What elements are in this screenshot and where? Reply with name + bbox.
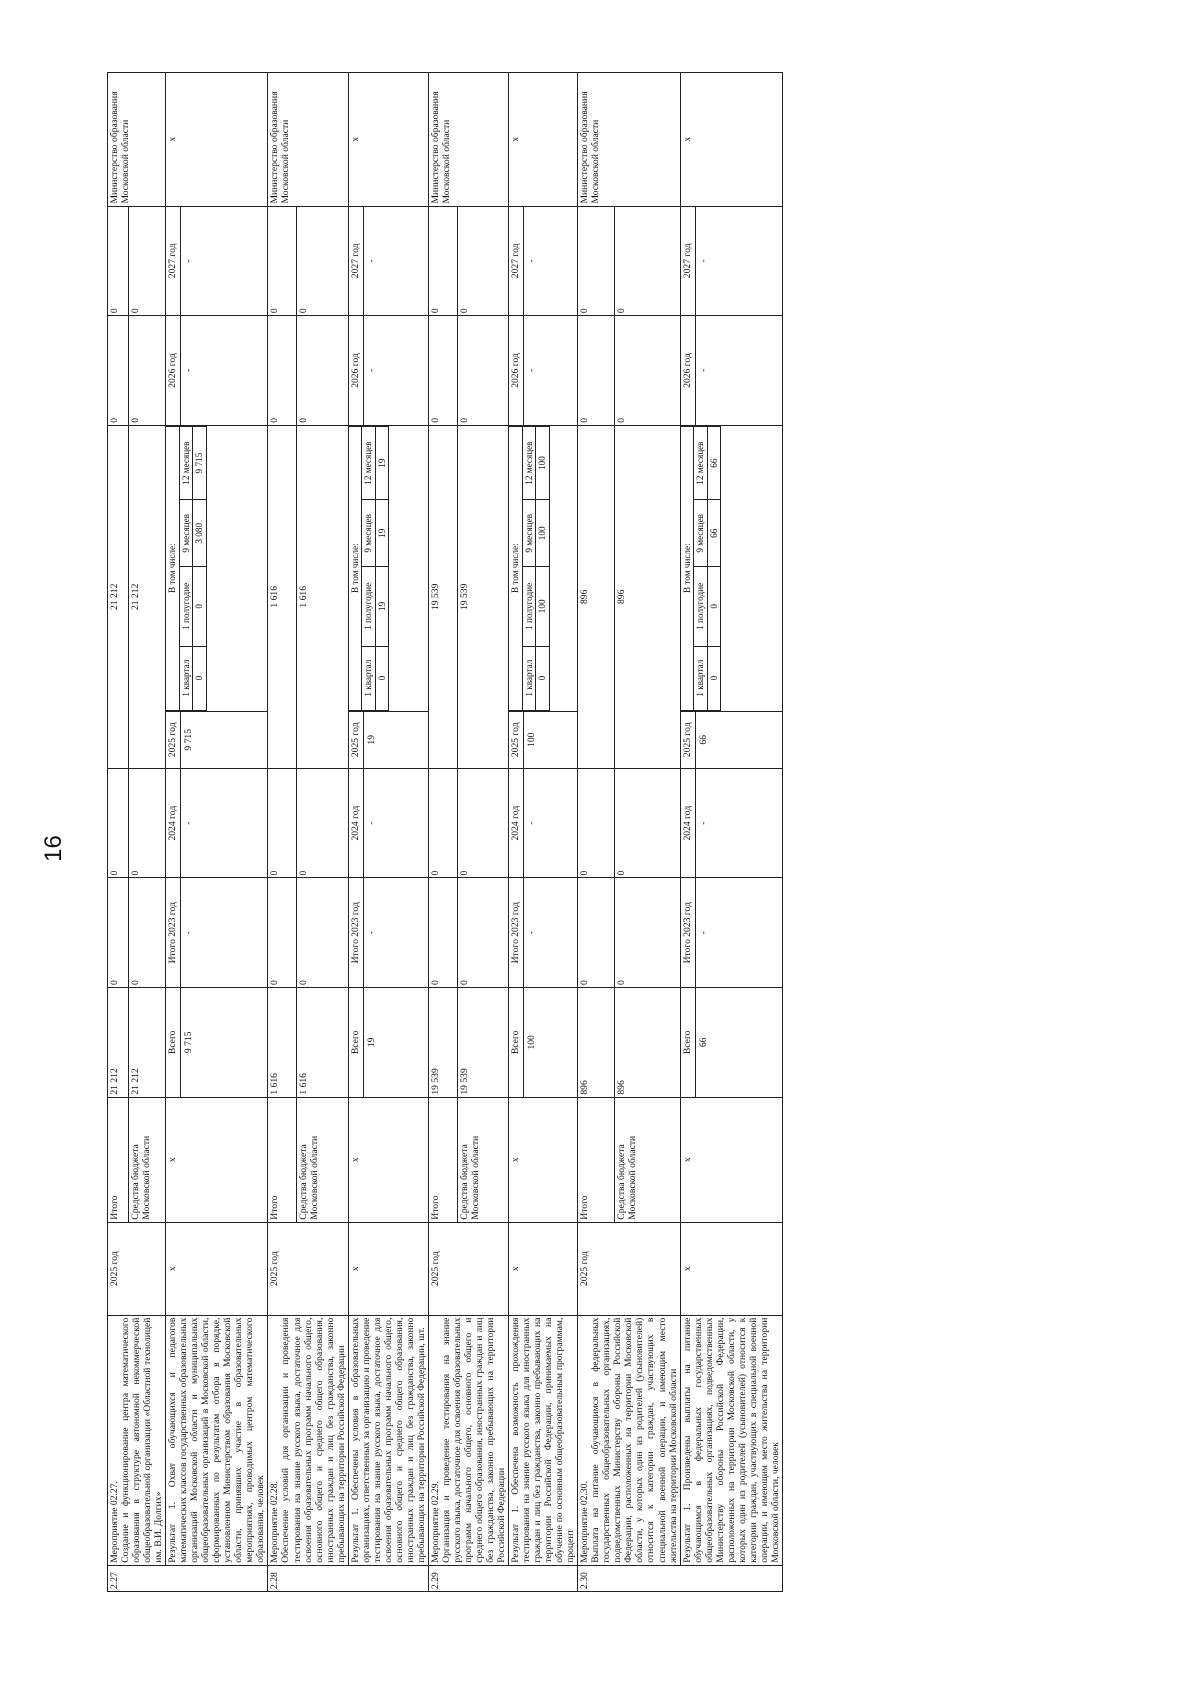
result-2025: 100 <box>523 712 537 768</box>
result-2027-cell <box>166 206 268 316</box>
activity-title: Мероприятие 02.27. <box>109 1481 120 1563</box>
result-2025: 66 <box>695 712 709 768</box>
result-2025-cell <box>166 711 268 768</box>
result-2024-cell <box>509 768 578 878</box>
value-2023: 0 <box>128 878 165 988</box>
row-number: 2.30 <box>578 1565 783 1591</box>
result-2026-cell <box>348 316 428 426</box>
value-2026: 0 <box>578 316 615 426</box>
header-2024: 2024 год <box>349 805 361 841</box>
value-12m: 9 715 <box>193 426 207 500</box>
result-source: х <box>166 1097 268 1222</box>
activity-description: Обеспечение условий для организации и проведения тестирования на знание русского языка, достаточное для освоения образовательных программ начального общего, основного общего и среднего общего образования, иностранных граждан и лиц без гражданства, законно пребывающих на территории Российской Федерации <box>280 1317 347 1563</box>
result-description: Результат 1. Произведены выплаты на питание обучающимся в федеральных государственных общеобразовательных организациях, подведомственных Министерству обороны Российской Федерации, расположенных на территории Московской области, у которых один из родителей (усыновителей) относится к категории граждан, участвующих в специальной военной операции, и имеющим место жительства на территории Московской области, человек <box>680 1315 782 1565</box>
value-2025: 1 616 <box>268 425 297 768</box>
result-2023-cell <box>166 878 268 988</box>
activity-title: Мероприятие 02.30. <box>579 1481 591 1563</box>
value-2026: 0 <box>108 316 129 426</box>
header-q1: 1 квартал <box>694 646 708 710</box>
activity-cell <box>428 1315 508 1565</box>
value-2023: 0 <box>578 878 615 988</box>
value-q1: 0 <box>375 646 389 710</box>
result-period: х <box>680 1222 782 1315</box>
page-number: 16 <box>40 835 67 862</box>
result-2024-cell <box>680 768 782 878</box>
header-2024: 2024 год <box>510 805 522 841</box>
header-12m: 12 месяцев <box>362 426 376 500</box>
source-budget: Средства бюджета Московской области <box>457 1097 508 1222</box>
value-2024: 0 <box>457 768 508 878</box>
source-total: Итого <box>428 1097 457 1222</box>
header-2023: Итого 2023 год <box>681 902 693 964</box>
header-including: В том числе: <box>681 426 694 710</box>
result-description: Результат 1. Охват обучающихся и педагогов математических классов государственных образовательных организаций Московской области и муниципальных общеобразовательных организаций в Московской области, сформированных по результатам отбора в порядке, установленном Министерством образования Московской области, принявших участие в образовательных мероприятиях, проводимых центром математического образования, человек <box>166 1315 268 1565</box>
value-2026: 0 <box>457 316 508 426</box>
header-q1: 1 квартал <box>522 646 536 710</box>
result-total-cell <box>348 988 428 1098</box>
table-row <box>268 73 297 1592</box>
result-source: х <box>509 1097 578 1222</box>
result-2026: - <box>363 316 377 425</box>
value-q1: 0 <box>536 646 550 710</box>
result-period: х <box>509 1222 578 1315</box>
header-total: Всего <box>349 1030 361 1055</box>
value-h1: 0 <box>193 567 207 646</box>
value-total: 1 616 <box>268 988 297 1098</box>
header-h1: 1 полугодие <box>362 567 376 646</box>
header-9m: 9 месяцев <box>694 500 708 567</box>
header-2024: 2024 год <box>167 805 179 841</box>
activity-cell <box>268 1315 348 1565</box>
activity-title: Мероприятие 02.29. <box>429 1481 441 1563</box>
result-source: х <box>348 1097 428 1222</box>
row-number: 2.29 <box>428 1565 577 1591</box>
header-2027: 2027 год <box>349 243 361 279</box>
responsible: Министерство образования Московской области <box>108 73 166 207</box>
result-2025-cell <box>509 711 578 768</box>
header-2023: Итого 2023 год <box>510 902 522 964</box>
value-2023: 0 <box>614 878 680 988</box>
result-2024: - <box>523 769 537 878</box>
value-9m: 100 <box>536 500 550 567</box>
result-2025-cell <box>680 711 782 768</box>
header-h1: 1 полугодие <box>179 567 193 646</box>
value-2023: 0 <box>457 878 508 988</box>
header-including: В том числе: <box>349 426 362 710</box>
value-2024: 0 <box>128 768 165 878</box>
result-2024: - <box>695 769 709 878</box>
value-2027: 0 <box>128 206 165 316</box>
header-9m: 9 месяцев <box>362 500 376 567</box>
result-period: х <box>348 1222 428 1315</box>
value-2025: 19 539 <box>457 425 508 768</box>
value-2026: 0 <box>614 316 680 426</box>
result-description: Результат 1. Обеспечены условия в образовательных организациях, ответственных за организацию и проведение тестирования на знание русского языка, достаточное для освоения образовательных программ начального общего, основного общего и среднего общего образования, иностранных граждан и лиц без гражданства, законно пребывающих на территории Российской Федерации, шт. <box>348 1315 428 1565</box>
result-total-cell <box>680 988 782 1098</box>
program-table <box>107 72 783 1592</box>
result-total-cell <box>509 988 578 1098</box>
result-responsible: х <box>509 73 578 207</box>
header-h1: 1 полугодие <box>694 567 708 646</box>
result-period: х <box>166 1222 268 1315</box>
value-9m: 3 080 <box>193 500 207 567</box>
value-2027: 0 <box>108 206 129 316</box>
value-h1: 0 <box>707 567 721 646</box>
value-2026: 0 <box>428 316 457 426</box>
quarter-breakdown <box>166 425 268 711</box>
header-q1: 1 квартал <box>362 646 376 710</box>
result-2023: - <box>523 878 537 987</box>
header-12m: 12 месяцев <box>522 426 536 500</box>
value-h1: 100 <box>536 567 550 646</box>
value-2027: 0 <box>457 206 508 316</box>
result-total: 19 <box>363 988 377 1097</box>
value-2023: 0 <box>108 878 129 988</box>
source-budget: Средства бюджета Московской области <box>128 1097 165 1222</box>
result-source: х <box>680 1097 782 1222</box>
result-responsible: х <box>166 73 268 207</box>
header-2026: 2026 год <box>167 353 179 388</box>
value-total: 1 616 <box>297 988 348 1098</box>
header-2025: 2025 год <box>349 722 361 758</box>
header-total: Всего <box>681 1030 693 1055</box>
value-2023: 0 <box>297 878 348 988</box>
value-2023: 0 <box>428 878 457 988</box>
result-row <box>509 73 578 1592</box>
value-9m: 19 <box>375 500 389 567</box>
period-cell: 2025 год <box>268 1222 348 1315</box>
header-9m: 9 месяцев <box>522 500 536 567</box>
result-2025: 19 <box>363 712 377 768</box>
value-2026: 0 <box>268 316 297 426</box>
value-2024: 0 <box>614 768 680 878</box>
value-2026: 0 <box>297 316 348 426</box>
header-2023: Итого 2023 год <box>349 902 361 964</box>
table-container <box>107 72 783 1592</box>
result-2027: - <box>523 207 537 316</box>
activity-cell <box>108 1315 166 1565</box>
header-2026: 2026 год <box>510 353 522 388</box>
result-2026: - <box>695 316 709 425</box>
value-2026: 0 <box>128 316 165 426</box>
value-total: 21 212 <box>128 988 165 1098</box>
value-2027: 0 <box>614 206 680 316</box>
value-2025: 1 616 <box>297 425 348 768</box>
result-2023-cell <box>348 878 428 988</box>
activity-title: Мероприятие 02.28. <box>269 1481 281 1563</box>
result-2027-cell <box>348 206 428 316</box>
value-2024: 0 <box>108 768 129 878</box>
result-2025: 9 715 <box>180 712 194 768</box>
value-2024: 0 <box>297 768 348 878</box>
value-12m: 19 <box>375 426 389 500</box>
value-total: 896 <box>578 988 615 1098</box>
value-2025: 896 <box>614 425 680 768</box>
period-cell: 2025 год <box>578 1222 680 1315</box>
responsible: Министерство образования Московской области <box>268 73 348 207</box>
result-row <box>348 73 428 1592</box>
value-total: 19 539 <box>457 988 508 1098</box>
result-2026: - <box>180 316 194 425</box>
header-2027: 2027 год <box>681 243 693 279</box>
result-2025-cell <box>348 711 428 768</box>
value-q1: 0 <box>193 646 207 710</box>
header-2026: 2026 год <box>349 353 361 388</box>
activity-cell <box>578 1315 680 1565</box>
value-2024: 0 <box>578 768 615 878</box>
source-budget: Средства бюджета Московской области <box>614 1097 680 1222</box>
result-total: 9 715 <box>180 988 194 1097</box>
result-2024-cell <box>166 768 268 878</box>
header-2027: 2027 год <box>510 243 522 279</box>
result-2026-cell <box>680 316 782 426</box>
result-responsible: х <box>680 73 782 207</box>
value-9m: 66 <box>707 500 721 567</box>
result-row <box>680 73 782 1592</box>
result-2026: - <box>523 316 537 425</box>
result-2024: - <box>180 769 194 878</box>
header-12m: 12 месяцев <box>179 426 193 500</box>
result-2023-cell <box>509 878 578 988</box>
activity-description: Организация и проведение тестирования на знание русского языка, достаточное для освоения образовательных программ начального общего, основного общего и среднего общего образования, иностранных граждан и лиц без гражданства, законно пребывающих на территории Российской Федерации <box>440 1317 508 1563</box>
source-budget: Средства бюджета Московской области <box>297 1097 348 1222</box>
result-total: 66 <box>695 988 709 1097</box>
result-2027: - <box>180 207 194 316</box>
row-number: 2.27 <box>108 1565 268 1591</box>
source-total: Итого <box>268 1097 297 1222</box>
header-2024: 2024 год <box>681 805 693 841</box>
result-responsible: х <box>348 73 428 207</box>
period-cell: 2025 год <box>428 1222 508 1315</box>
row-number: 2.28 <box>268 1565 428 1591</box>
value-h1: 19 <box>375 567 389 646</box>
header-2025: 2025 год <box>167 722 179 758</box>
result-2027: - <box>695 207 709 316</box>
header-h1: 1 полугодие <box>522 567 536 646</box>
result-2023: - <box>363 878 377 987</box>
header-9m: 9 месяцев <box>179 500 193 567</box>
quarter-breakdown <box>348 425 428 711</box>
activity-description: Создание и функционирование центра математического образования в структуре автономной некоммерческой общеобразовательной организации «Областной технолицей им. В.И. Долгих» <box>120 1317 165 1563</box>
table-row <box>108 73 129 1592</box>
result-2023: - <box>180 878 194 987</box>
table-row <box>578 73 615 1592</box>
result-total-cell <box>166 988 268 1098</box>
result-2026-cell <box>509 316 578 426</box>
source-total: Итого <box>578 1097 615 1222</box>
value-2025: 19 539 <box>428 425 457 768</box>
responsible: Министерство образования Московской области <box>578 73 680 207</box>
activity-description: Выплата на питание обучающимся в федеральных государственных общеобразовательных организациях, подведомственных Министерству обороны Российской Федерации, расположенных на территории Московской области, у которых один из родителей (усыновителей) относится к категории граждан, участвующих в специальной военной операции, и имеющим место жительства на территории Московской области <box>590 1317 679 1563</box>
value-total: 19 539 <box>428 988 457 1098</box>
value-2025: 21 212 <box>128 425 165 768</box>
value-q1: 0 <box>707 646 721 710</box>
value-total: 896 <box>614 988 680 1098</box>
header-total: Всего <box>510 1030 522 1055</box>
value-2025: 21 212 <box>108 425 129 768</box>
value-2025: 896 <box>578 425 615 768</box>
value-total: 21 212 <box>108 988 129 1098</box>
value-2027: 0 <box>297 206 348 316</box>
result-2027-cell <box>680 206 782 316</box>
result-row <box>166 73 268 1592</box>
header-including: В том числе: <box>166 426 179 710</box>
result-total: 100 <box>523 988 537 1097</box>
header-2023: Итого 2023 год <box>167 902 179 964</box>
result-2024-cell <box>348 768 428 878</box>
value-12m: 100 <box>536 426 550 500</box>
header-q1: 1 квартал <box>179 646 193 710</box>
table-row <box>428 73 457 1592</box>
quarter-breakdown <box>680 425 782 711</box>
result-description: Результат 1. Обеспечена возможность прохождения тестирования на знание русского языка для иностранных граждан и лиц без гражданства, законно пребывающих на территории Российской Федерации, принимаемых на обучение по основным общеобразовательным программам, процент <box>509 1315 578 1565</box>
value-2027: 0 <box>428 206 457 316</box>
header-2026: 2026 год <box>681 353 693 388</box>
value-2024: 0 <box>428 768 457 878</box>
value-12m: 66 <box>707 426 721 500</box>
result-2024: - <box>363 769 377 878</box>
responsible: Министерство образования Московской области <box>428 73 508 207</box>
header-including: В том числе: <box>509 426 522 710</box>
value-2023: 0 <box>268 878 297 988</box>
result-2027: - <box>363 207 377 316</box>
quarter-breakdown <box>509 425 578 711</box>
header-2027: 2027 год <box>167 243 179 279</box>
header-2025: 2025 год <box>510 722 522 758</box>
period-cell: 2025 год <box>108 1222 166 1315</box>
value-2024: 0 <box>268 768 297 878</box>
value-2027: 0 <box>578 206 615 316</box>
source-total: Итого <box>108 1097 129 1222</box>
result-2026-cell <box>166 316 268 426</box>
result-2023-cell <box>680 878 782 988</box>
result-2023: - <box>695 878 709 987</box>
header-total: Всего <box>167 1030 179 1055</box>
header-12m: 12 месяцев <box>694 426 708 500</box>
header-2025: 2025 год <box>681 722 693 758</box>
value-2027: 0 <box>268 206 297 316</box>
result-2027-cell <box>509 206 578 316</box>
